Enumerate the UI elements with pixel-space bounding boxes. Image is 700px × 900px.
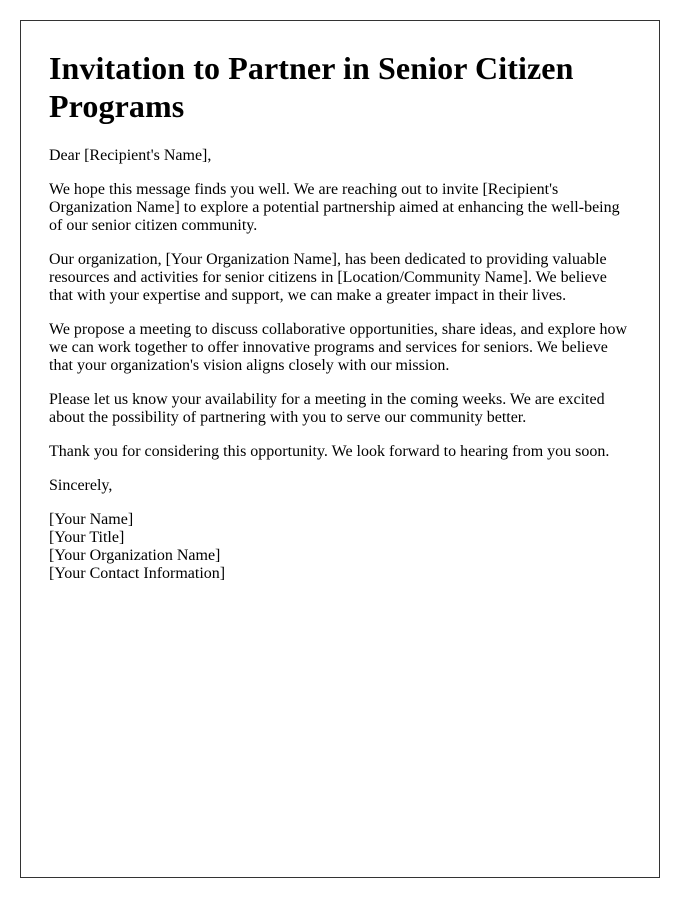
body-paragraph-3: We propose a meeting to discuss collaborative opportunities, share ideas, and explore how we can work together to offer innovative programs and services for seniors. We believe that your organization's vision aligns closely with our mission.	[49, 321, 628, 374]
closing: Sincerely,	[49, 477, 113, 494]
salutation: Dear [Recipient's Name],	[49, 147, 212, 164]
signature-contact: [Your Contact Information]	[49, 565, 226, 582]
body-paragraph-2: Our organization, [Your Organization Name], has been dedicated to providing valuable resources and activities for senior citizens in [Location/Community Name]. We believe that with your expertise and support, we can make a greater impact in their lives.	[49, 251, 607, 304]
signature-block	[49, 511, 631, 583]
body-paragraph-5: Thank you for considering this opportunity. We look forward to hearing from you soon.	[49, 443, 610, 460]
letter-title: Invitation to Partner in Senior Citizen Programs	[49, 50, 574, 124]
body-paragraph-1: We hope this message finds you well. We are reaching out to invite [Recipient's Organization Name] to explore a potential partnership aimed at enhancing the well-being of our senior citizen community.	[49, 181, 620, 234]
body-paragraph-4: Please let us know your availability for a meeting in the coming weeks. We are excited about the possibility of partnering with you to serve our community better.	[49, 391, 605, 426]
signature-organization: [Your Organization Name]	[49, 547, 221, 564]
signature-name: [Your Name]	[49, 511, 134, 528]
signature-title: [Your Title]	[49, 529, 125, 546]
letter-page	[20, 20, 660, 878]
